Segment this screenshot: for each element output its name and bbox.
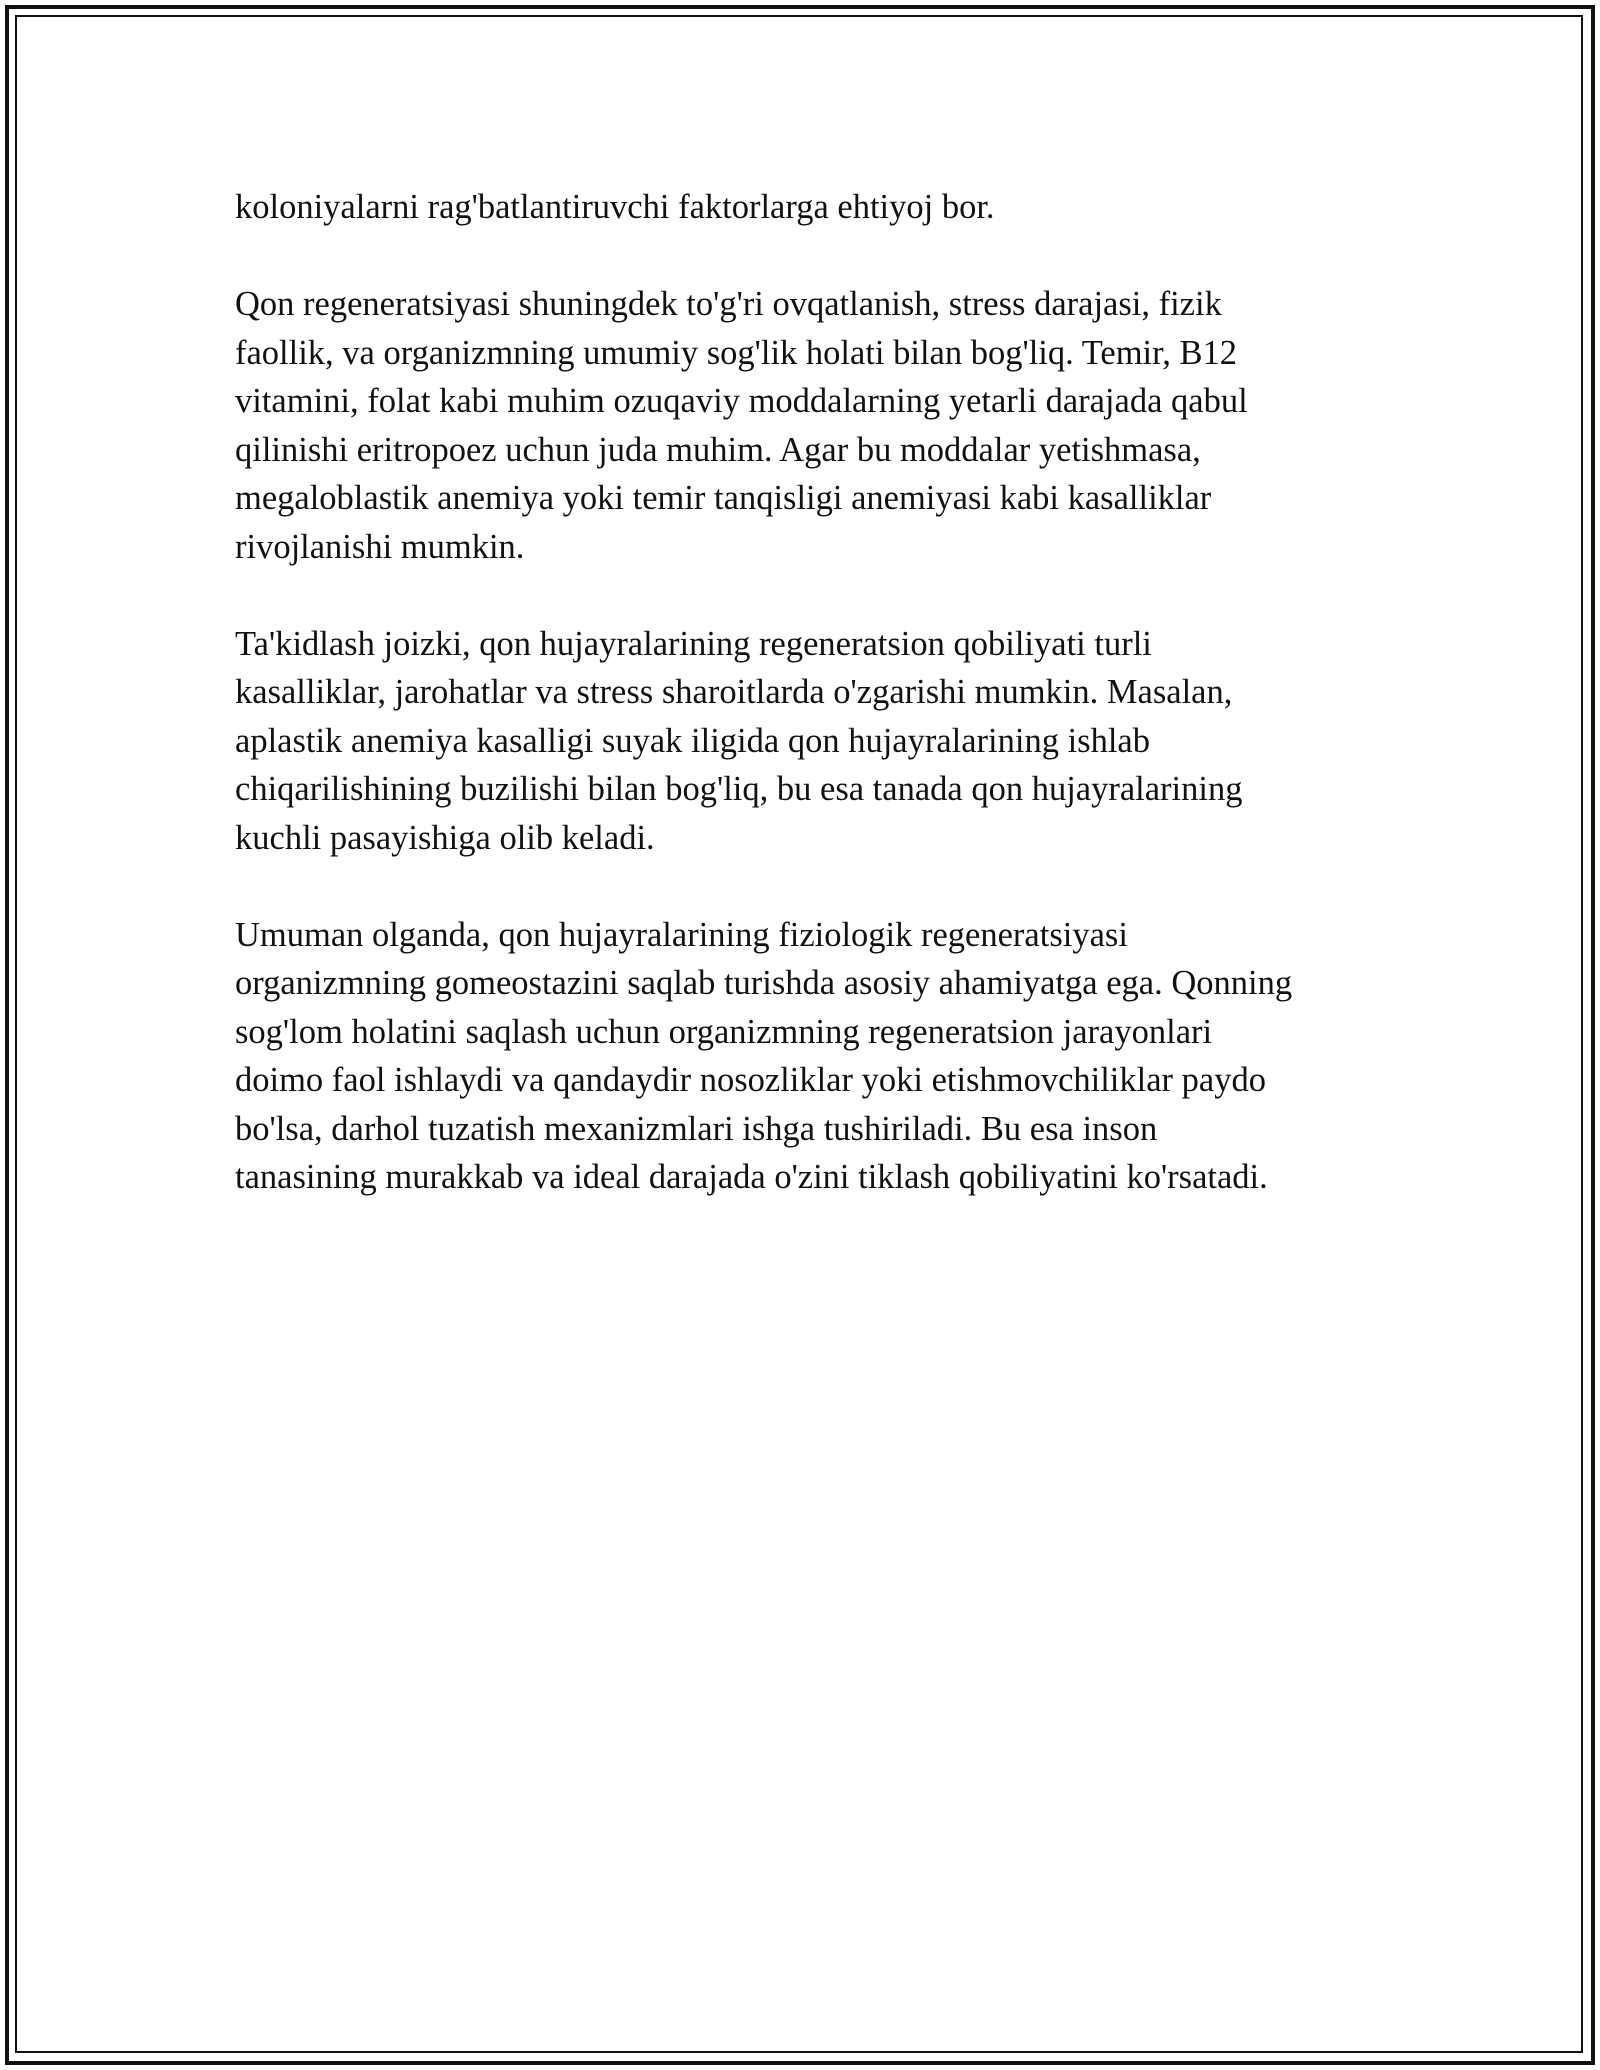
paragraph-1: koloniyalarni rag'batlantiruvchi faktorlarga ehtiyoj bor. <box>235 188 995 226</box>
paragraph-3: Ta'kidlash joizki, qon hujayralarining regeneratsion qobiliyati turli kasalliklar, jarohatlar va stress sharoitlarda o'zgarishi mumkin. Masalan, aplastik anemiya kasalligi suyak iligida qon hujayralarining ishlab chiqarilishining buzilishi bilan bog'liq, bu esa tanada qon hujayralarining kuchli pasayishiga olib keladi. <box>235 624 1243 857</box>
paragraph-4: Umuman olganda, qon hujayralarining fiziologik regeneratsiyasi organizmning gomeostazini saqlab turishda asosiy ahamiyatga ega. Qonning sog'lom holatini saqlash uchun organizmning regeneratsion jarayonlari doimo faol ishlaydi va qandaydir nosozliklar yoki etishmovchiliklar paydo bo'lsa, darhol tuzatish mexanizmlari ishga tushiriladi. Bu esa inson tanasining murakkab va ideal darajada o'zini tiklash qobiliyatini ko'rsatadi. <box>235 915 1293 1196</box>
document-body <box>235 183 1375 1250</box>
paragraph-2: Qon regeneratsiyasi shuningdek to'g'ri ovqatlanish, stress darajasi, fizik faollik, va organizmning umumiy sog'lik holati bilan bog'liq. Temir, B12 vitamini, folat kabi muhim ozuqaviy moddalarning yetarli darajada qabul qilinishi eritropoez uchun juda muhim. Agar bu moddalar yetishmasa, megaloblastik anemiya yoki temir tanqisligi anemiyasi kabi kasalliklar rivojlanishi mumkin. <box>235 285 1248 566</box>
